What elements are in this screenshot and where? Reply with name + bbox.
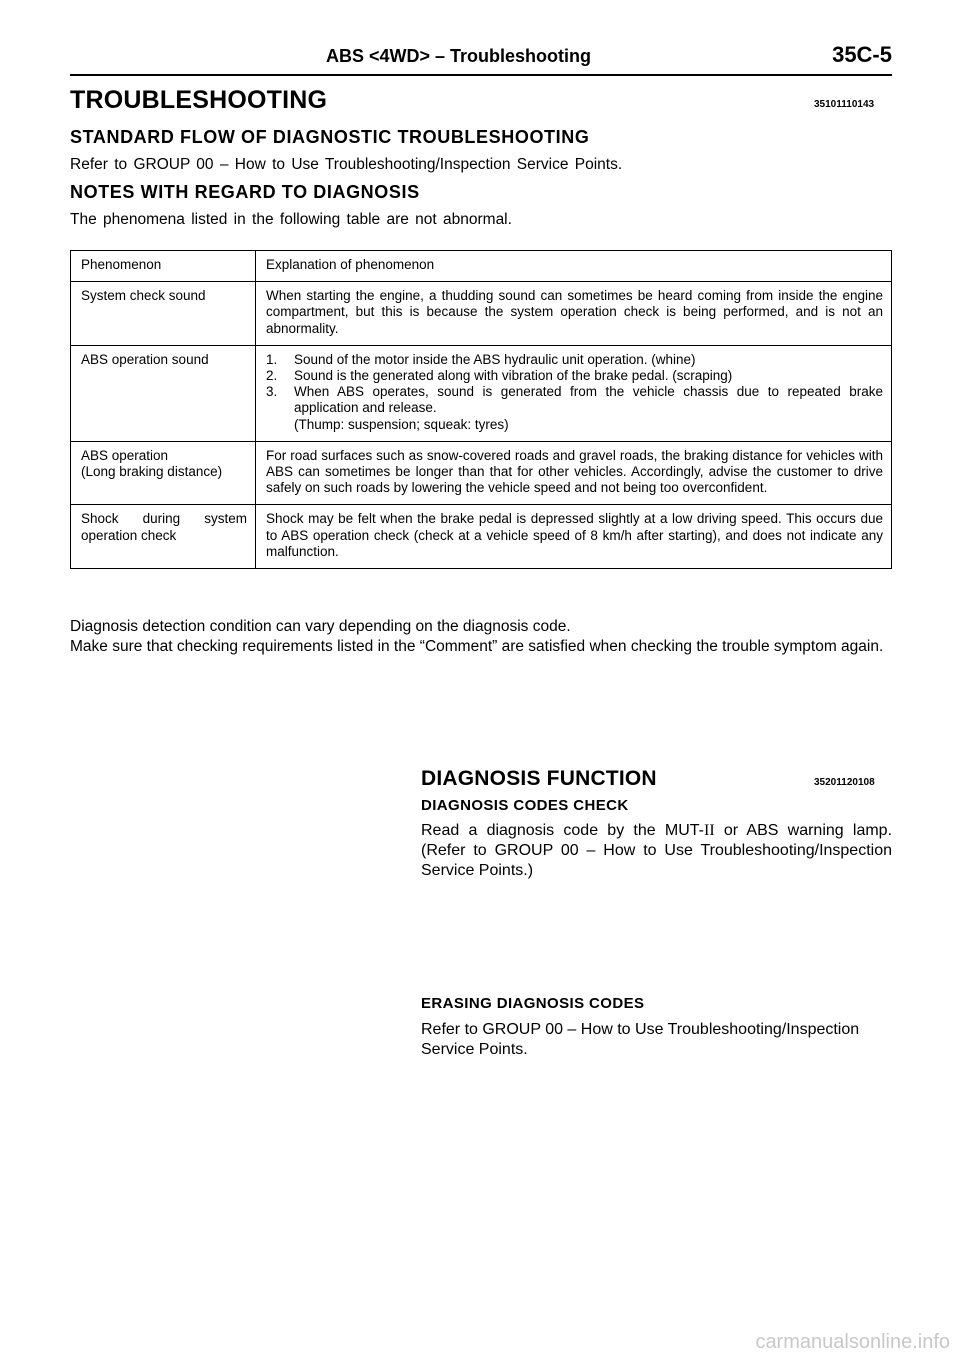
explanation-cell: Shock may be felt when the brake pedal is depressed slightly at a low driving speed. This occurs due to ABS operation check (check at a vehicle speed of 8 km/h after starting), and does not indicate any malfunction.: [256, 505, 892, 569]
list-item: [266, 368, 883, 384]
diagnosis-function-heading: DIAGNOSIS FUNCTION: [421, 767, 657, 790]
column-header-explanation: Explanation of phenomenon: [256, 251, 892, 282]
erasing-text: Refer to GROUP 00 – How to Use Troubleshooting/Inspection Service Points.: [421, 1021, 860, 1058]
list-number: 2.: [266, 368, 278, 384]
troubleshooting-heading: TROUBLESHOOTING: [70, 86, 328, 114]
list-item: [266, 384, 883, 416]
troubleshooting-code: 35101110143: [814, 99, 875, 110]
phenomenon-cell: [71, 282, 256, 346]
diagnosis-condition-line-1: Diagnosis detection condition can vary depending on the diagnosis code.: [70, 618, 571, 635]
column-header-phenomenon: Phenomenon: [71, 251, 256, 282]
phenomenon-text: System check sound: [81, 288, 206, 304]
list-number: 3.: [266, 384, 278, 400]
codes-check-heading: DIAGNOSIS CODES CHECK: [421, 797, 629, 814]
standard-flow-heading: STANDARD FLOW OF DIAGNOSTIC TROUBLESHOOTING: [70, 127, 590, 147]
list-text: When ABS operates, sound is generated from the vehicle chassis due to repeated brake application and release.: [294, 384, 883, 416]
page-number: 35C-5: [832, 42, 892, 67]
list-item: [266, 352, 883, 368]
phenomenon-text: ABS operation: [81, 447, 169, 463]
codes-check-text-start: Read a diagnosis code by the MUT-: [421, 822, 704, 839]
codes-check-text-end: or ABS warning lamp. (Refer to GROUP 00 – How to Use Troubleshooting/Inspection Service Points.): [421, 822, 893, 879]
diagnosis-function-code: 35201120108: [814, 777, 875, 788]
phenomenon-cell: [71, 345, 256, 441]
explanation-cell: [256, 345, 892, 441]
list-number: 1.: [266, 351, 278, 367]
header-title: ABS <4WD> – Troubleshooting: [326, 46, 592, 66]
phenomenon-cell: [71, 441, 256, 505]
table-header-row: [71, 251, 892, 282]
notes-text: The phenomena listed in the following table are not abnormal.: [70, 211, 512, 228]
list-subnote: (Thump: suspension; squeak: tyres): [294, 416, 509, 432]
explanation-cell: For road surfaces such as snow-covered roads and gravel roads, the braking distance for vehicles with ABS can sometimes be longer than that for other vehicles. Accordingly, advise the customer to drive safely on such roads by lowering the vehicle speed and not being too overconfident.: [256, 441, 892, 505]
standard-flow-text: Refer to GROUP 00 – How to Use Troubleshooting/Inspection Service Points.: [70, 156, 623, 173]
phenomenon-cell: [71, 505, 256, 569]
phenomena-table: [70, 250, 892, 569]
list-text: Sound of the motor inside the ABS hydraulic unit operation. (whine): [294, 351, 696, 367]
list-text: Sound is the generated along with vibration of the brake pedal. (scraping): [294, 368, 733, 384]
page-header: [70, 40, 892, 76]
codes-check-text: [421, 821, 892, 881]
mut-roman-numeral: II: [703, 822, 715, 839]
erasing-heading: ERASING DIAGNOSIS CODES: [421, 995, 645, 1012]
phenomenon-text: Shock during system operation check: [81, 511, 247, 543]
diagnosis-condition-text: [70, 617, 892, 657]
notes-heading: NOTES WITH REGARD TO DIAGNOSIS: [70, 182, 420, 202]
table-row: [71, 441, 892, 505]
phenomenon-text: ABS operation sound: [81, 351, 209, 367]
table-row: [71, 345, 892, 441]
table-row: [71, 505, 892, 569]
explanation-cell: When starting the engine, a thudding sound can sometimes be heard coming from inside the engine compartment, but this is because the system operation check is being performed, and is not an abnormality.: [256, 282, 892, 346]
table-row: [71, 282, 892, 346]
phenomenon-subtext: (Long braking distance): [81, 464, 223, 480]
watermark: carmanualsonline.info: [755, 1331, 950, 1353]
diagnosis-condition-line-2: Make sure that checking requirements listed in the “Comment” are satisfied when checking the trouble symptom again.: [70, 638, 884, 655]
